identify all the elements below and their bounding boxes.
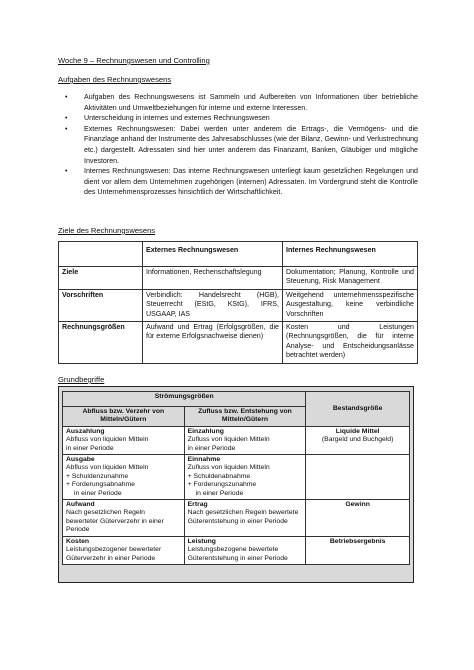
table-cell: Informationen, Rechenschaftslegung (143, 267, 283, 290)
table-row (63, 426, 410, 454)
term-desc: Periode (66, 526, 90, 534)
table-row (63, 455, 410, 500)
term: Aufwand (66, 501, 95, 509)
list-item (58, 124, 418, 166)
term-desc: + Forderungsabnahme (66, 481, 135, 489)
bestand-header: Bestandsgröße (306, 392, 410, 427)
table-cell: Dokumentation; Planung, Kontrolle und Steuerung, Risk Management (283, 267, 418, 290)
table-row (59, 322, 418, 364)
term-desc: Leistungsbezogener bewerteter (66, 546, 162, 554)
table-cell (306, 426, 410, 454)
term-desc: in einer Periode (187, 444, 236, 452)
term-desc: Abfluss von liquiden Mitteln (66, 464, 149, 472)
stroemung-header: Strömungsgrößen (63, 392, 306, 407)
table-header-row (59, 242, 418, 267)
term-desc: + Schuldenabnahme (187, 472, 251, 480)
table-header-cell: Internes Rechnungswesen (283, 242, 418, 267)
table-header-row (63, 392, 410, 407)
grundbegriffe-table (62, 391, 410, 565)
term-desc: bewerteter Güterverzehr in einer (66, 517, 164, 525)
term-desc: + Schuldenzunahme (66, 472, 129, 480)
table-cell (184, 500, 306, 537)
term-desc: Leistungsbezogene bewertete (187, 546, 279, 554)
table-cell (63, 536, 185, 564)
row-label: Vorschriften (59, 289, 143, 321)
table-cell: Aufwand und Ertrag (Erfolgsgrößen, die für externe Erfolgsnachweise dienen) (143, 322, 283, 364)
table-cell (306, 536, 410, 564)
abfluss-header: Abfluss bzw. Verzehr von Mitteln/Gütern (63, 407, 185, 427)
term-desc: in einer Periode (195, 489, 244, 497)
table-cell (63, 455, 185, 500)
list-item (58, 166, 418, 198)
table-cell: Weitgehend unternehmensspezifische Ausgestaltung, keine verbindliche Vorschriften (283, 289, 418, 321)
table-row (63, 500, 410, 537)
term-desc: (Bargeld und Buchgeld) (321, 436, 394, 444)
bullet-text: Internes Rechnungswesen: Das interne Rechnungswesen unterliegt kaum gesetzlichen Regelungen und dient vor allem dem Unternehmen zugehörigen (internen) Adressaten. Im Vordergrund steht die Kontrolle des Unternehmensprozesses hinsichtlich der Wirtschaftlichkeit. (84, 167, 418, 197)
term-desc: Abfluss von liquiden Mitteln (66, 436, 149, 444)
table-row (63, 536, 410, 564)
term-desc: Güterverzehr in einer Periode (66, 554, 156, 562)
zufluss-header: Zufluss bzw. Entstehung von Mitteln/Gütern (184, 407, 306, 427)
table-cell: Kosten und Leistungen (Rechnungsgrößen, die für interne Analyse- und Entscheidungsanlässe betrachtet werden) (283, 322, 418, 364)
term: Ertrag (187, 501, 208, 509)
table-cell (184, 426, 306, 454)
term: Leistung (187, 537, 216, 545)
term-desc: Zufluss von liquiden Mitteln (187, 436, 270, 444)
bullet-text: Aufgaben des Rechnungswesens ist Sammeln und Aufbereiten von Informationen über betriebliche Aktivitäten und Umweltbeziehungen für interne und externe Interessen. (84, 93, 418, 112)
aufgaben-heading: Aufgaben des Rechnungswesens (58, 75, 172, 84)
table-cell (306, 455, 410, 500)
bullet-text: Unterscheidung in internes und externes Rechnungswesen (84, 114, 270, 123)
term: Gewinn (345, 501, 370, 509)
bullet-text: Externes Rechnungswesen: Dabei werden unter anderem die Ertrags-, die Vermögens- und die Finanzlage anhand der Instrumente des Jahresabschlusses (wie der Bilanz, Gewinn- und Verlustrechnung etc.) dargestellt. Adressaten sind hier unter anderem das Finanzamt, Banken, Gläubiger und mögliche Investoren. (84, 124, 418, 165)
bullet-icon: • (65, 124, 68, 133)
term-desc: in einer Periode (66, 444, 114, 452)
bullet-icon: • (65, 114, 68, 123)
table-header-cell: Externes Rechnungswesen (143, 242, 283, 267)
term: Betriebsergebnis (329, 537, 386, 545)
term-desc: + Forderungszunahme (187, 481, 257, 489)
table-cell (184, 455, 306, 500)
grundbegriffe-heading: Grundbegriffe (58, 375, 105, 384)
term-desc: in einer Periode (74, 489, 122, 497)
ziele-heading: Ziele des Rechnungswesens (58, 226, 156, 235)
row-label: Rechnungsgrößen (59, 322, 143, 364)
term: Einzahlung (187, 427, 224, 435)
term-desc: Güterentstehung in einer Periode (187, 554, 288, 562)
term: Liquide Mittel (335, 427, 380, 435)
term: Ausgabe (66, 456, 95, 464)
table-cell (63, 500, 185, 537)
term-desc: Nach gesetzlichen Regeln (66, 509, 145, 517)
table-cell (184, 536, 306, 564)
list-item (58, 113, 418, 124)
bullet-icon: • (65, 93, 68, 101)
term: Kosten (66, 537, 90, 545)
table-header-cell (59, 242, 143, 267)
term-desc: Güterentstehung in einer Periode (187, 517, 288, 525)
table-cell (306, 500, 410, 537)
table-row (59, 267, 418, 290)
bullet-icon: • (65, 167, 68, 176)
term: Einnahme (187, 456, 221, 464)
table-cell: Verbindlich: Handelsrecht (HGB), Steuerrecht (EStG, KStG), IFRS, USGAAP, IAS (143, 289, 283, 321)
row-label: Ziele (59, 267, 143, 290)
term-desc: Nach gesetzlichen Regeln bewertete (187, 509, 299, 517)
term-desc: Zufluss von liquiden Mitteln (187, 464, 270, 472)
ziele-table (58, 241, 418, 364)
list-item (58, 92, 418, 113)
aufgaben-list (58, 92, 418, 198)
term: Auszahlung (66, 427, 105, 435)
table-cell (63, 426, 185, 454)
table-row (59, 289, 418, 321)
page-title: Woche 9 – Rechnungswesen und Controlling (58, 56, 210, 65)
